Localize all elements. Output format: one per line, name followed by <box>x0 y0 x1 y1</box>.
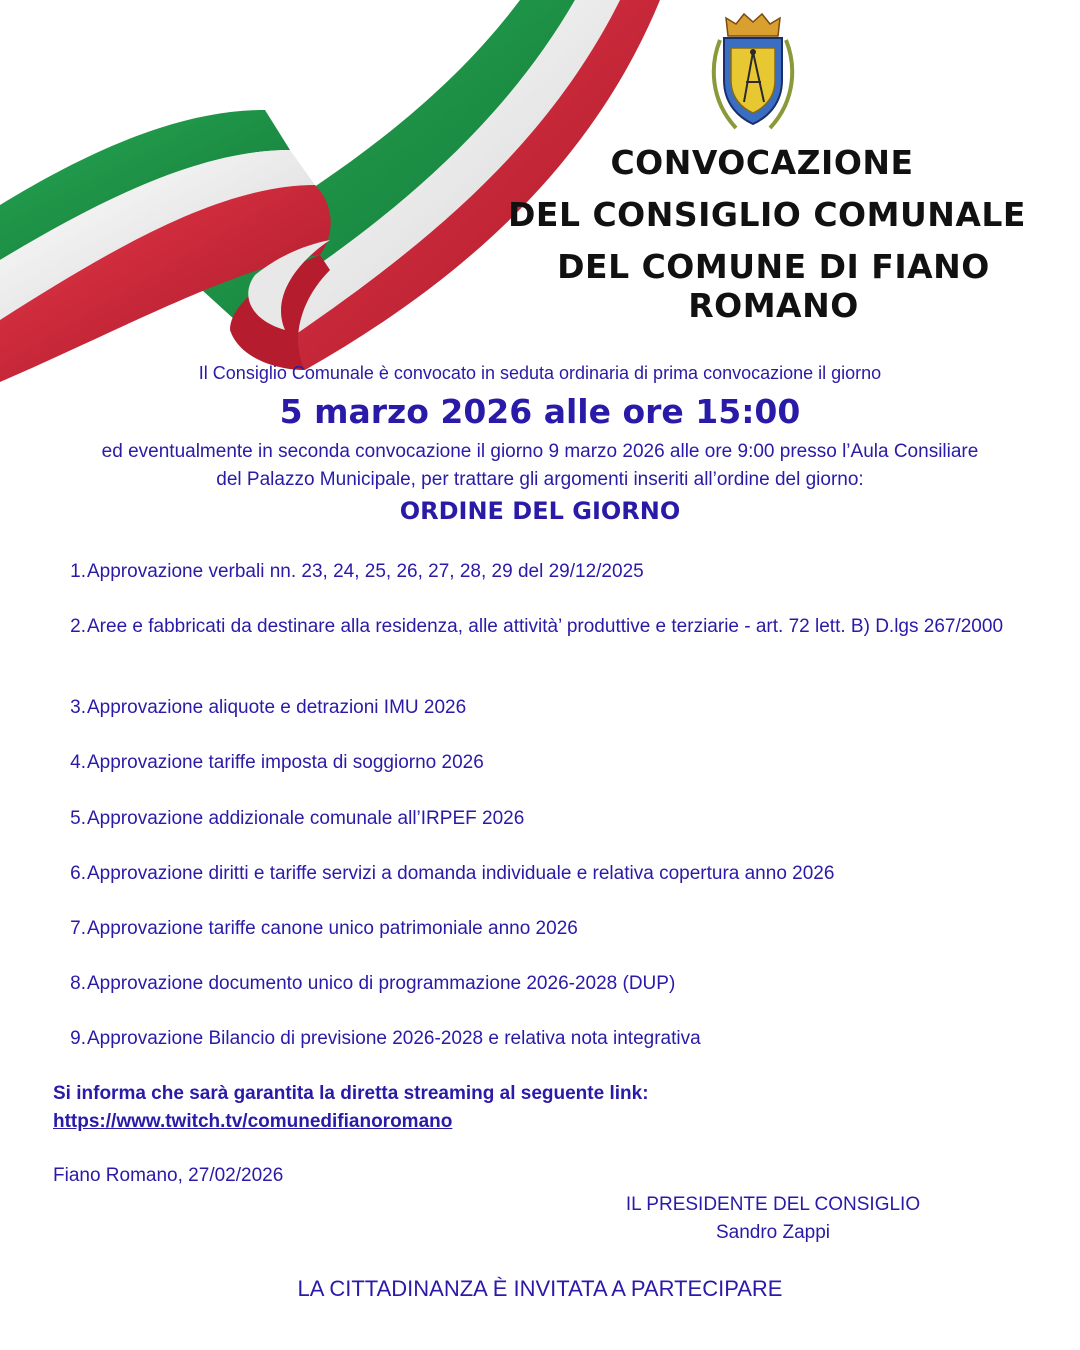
second-call-line-2: del Palazzo Municipale, per trattare gli argomenti inseriti all’ordine del giorno: <box>216 469 864 490</box>
meeting-date-time: 5 marzo 2026 alle ore 15:00 <box>279 392 801 431</box>
agenda-item-text: Aree e fabbricati da destinare alla residenza, alle attività’ produttive e terziarie - art. 72 lett. B) D.lgs 267/2000 <box>87 616 1004 637</box>
agenda-item <box>64 970 1024 997</box>
agenda-item <box>64 805 1024 832</box>
footer-invitation: LA CITTADINANZA È INVITATA A PARTECIPARE <box>297 1276 783 1301</box>
agenda-item-text: Approvazione aliquote e detrazioni IMU 2026 <box>87 697 467 718</box>
title-line-3: DEL COMUNE DI FIANO ROMANO <box>557 247 990 325</box>
agenda-item <box>64 613 1004 640</box>
agenda-item-number: 2. <box>70 616 86 637</box>
agenda-item-number: 9. <box>70 1028 86 1049</box>
agenda-item <box>64 860 1024 887</box>
streaming-notice <box>53 1080 649 1136</box>
agenda-item-number: 6. <box>70 863 86 884</box>
streaming-link[interactable]: https://www.twitch.tv/comunedifianoromano <box>53 1111 453 1132</box>
agenda-item-text: Approvazione Bilancio di previsione 2026-2028 e relativa nota integrativa <box>87 1028 701 1049</box>
second-call-line-1: ed eventualmente in seconda convocazione il giorno 9 marzo 2026 alle ore 9:00 presso l’Aula Consiliare <box>101 441 979 462</box>
title-line-2: DEL CONSIGLIO COMUNALE <box>508 195 1026 234</box>
agenda-item <box>64 1025 1024 1052</box>
agenda-item-number: 7. <box>70 918 86 939</box>
place-and-date: Fiano Romano, 27/02/2026 <box>53 1165 284 1186</box>
signature-name: Sandro Zappi <box>715 1222 831 1243</box>
agenda-item <box>64 558 1024 585</box>
streaming-text: Si informa che sarà garantita la diretta streaming al seguente link: <box>53 1083 649 1104</box>
intro-text: Il Consiglio Comunale è convocato in seduta ordinaria di prima convocazione il giorno <box>198 363 882 383</box>
agenda-item-number: 1. <box>70 561 86 582</box>
signature-role: IL PRESIDENTE DEL CONSIGLIO <box>625 1194 921 1215</box>
agenda-item <box>64 694 1024 721</box>
title-line-1: CONVOCAZIONE <box>610 143 914 182</box>
agenda-item-text: Approvazione tariffe imposta di soggiorno 2026 <box>87 752 484 773</box>
agenda-item-text: Approvazione verbali nn. 23, 24, 25, 26, 27, 28, 29 del 29/12/2025 <box>87 561 644 582</box>
agenda-item-text: Approvazione documento unico di programmazione 2026-2028 (DUP) <box>87 973 676 994</box>
agenda-title: ORDINE DEL GIORNO <box>399 497 681 525</box>
agenda-item <box>64 915 1024 942</box>
agenda-item-number: 8. <box>70 973 86 994</box>
agenda-item-text: Approvazione diritti e tariffe servizi a domanda individuale e relativa copertura anno 2026 <box>87 863 835 884</box>
agenda-item-text: Approvazione addizionale comunale all’IRPEF 2026 <box>87 808 525 829</box>
agenda-item-number: 5. <box>70 808 86 829</box>
agenda-item-number: 4. <box>70 752 86 773</box>
agenda-item <box>64 749 1024 776</box>
signature-block <box>612 1191 934 1247</box>
agenda-item-text: Approvazione tariffe canone unico patrimoniale anno 2026 <box>87 918 578 939</box>
coat-of-arms-icon <box>706 10 800 136</box>
agenda-item-number: 3. <box>70 697 86 718</box>
